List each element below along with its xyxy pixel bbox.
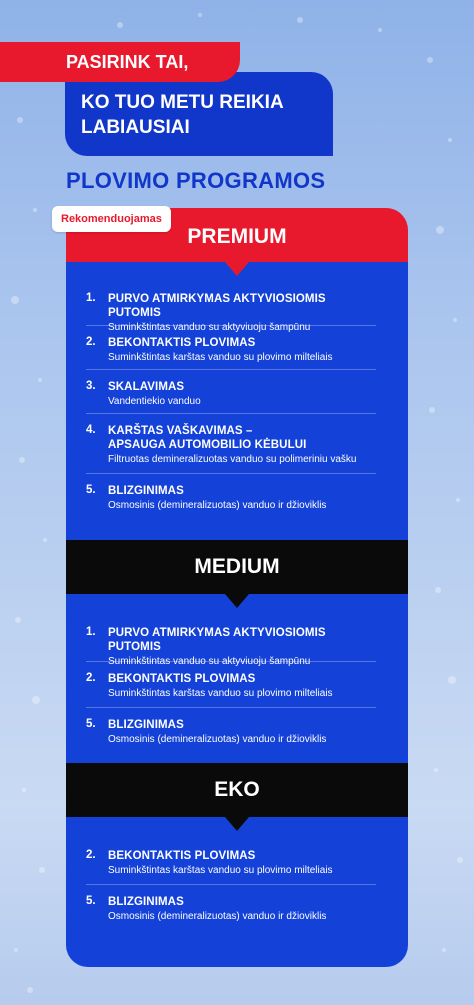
step-item xyxy=(86,414,376,474)
step-number: 2. xyxy=(86,336,96,348)
header-title-box xyxy=(0,42,240,82)
step-number: 2. xyxy=(86,849,96,861)
program-name: EKO xyxy=(214,778,260,801)
step-desc: Suminkštintas karštas vanduo su plovimo milteliais xyxy=(108,688,333,699)
step-number: 4. xyxy=(86,424,96,436)
step-desc: Osmosinis (demineralizuotas) vanduo ir džioviklis xyxy=(108,911,327,922)
step-title: BLIZGINIMAS xyxy=(108,896,184,908)
step-title-line-2: APSAUGA AUTOMOBILIO KĖBULUI xyxy=(108,439,307,451)
step-number: 1. xyxy=(86,292,96,304)
header-subtitle-box xyxy=(65,72,333,156)
step-desc: Suminkštintas karštas vanduo su plovimo milteliais xyxy=(108,352,333,363)
step-number: 3. xyxy=(86,380,96,392)
step-item xyxy=(86,885,376,931)
step-number: 5. xyxy=(86,718,96,730)
program-card-medium[interactable] xyxy=(66,540,408,784)
step-number: 5. xyxy=(86,484,96,496)
step-title: BLIZGINIMAS xyxy=(108,485,184,497)
section-title: PLOVIMO PROGRAMOS xyxy=(66,168,326,193)
program-steps xyxy=(66,262,408,560)
pointer-notch xyxy=(225,262,249,276)
recommended-badge: Rekomenduojamas xyxy=(52,206,171,232)
program-card-eko[interactable] xyxy=(66,763,408,967)
step-number: 5. xyxy=(86,895,96,907)
step-title: BLIZGINIMAS xyxy=(108,719,184,731)
step-title: PURVO ATMIRKYMAS AKTYVIOSIOMIS PUTOMIS xyxy=(108,627,326,653)
program-steps xyxy=(66,817,408,967)
step-title: PURVO ATMIRKYMAS AKTYVIOSIOMIS PUTOMIS xyxy=(108,293,326,319)
step-number: 1. xyxy=(86,626,96,638)
step-item xyxy=(86,474,376,518)
step-desc: Osmosinis (demineralizuotas) vanduo ir džioviklis xyxy=(108,500,327,511)
step-item xyxy=(86,616,376,667)
step-number: 2. xyxy=(86,672,96,684)
step-item xyxy=(86,370,376,414)
program-steps xyxy=(66,594,408,784)
program-header-medium xyxy=(66,540,408,594)
header-line-1: PASIRINK TAI, xyxy=(66,52,189,72)
step-title: SKALAVIMAS xyxy=(108,381,185,393)
step-title: BEKONTAKTIS PLOVIMAS xyxy=(108,337,256,349)
program-header-eko xyxy=(66,763,408,817)
program-name: MEDIUM xyxy=(194,555,280,578)
pointer-notch xyxy=(225,594,249,608)
step-title: KARŠTAS VAŠKAVIMAS – xyxy=(108,425,253,437)
header-line-3: LABIAUSIAI xyxy=(81,117,190,138)
step-item xyxy=(86,839,376,885)
step-title: BEKONTAKTIS PLOVIMAS xyxy=(108,850,256,862)
header-line-2: KO TUO METU REIKIA xyxy=(81,92,284,113)
step-desc: Suminkštintas karštas vanduo su plovimo milteliais xyxy=(108,865,333,876)
program-name: PREMIUM xyxy=(187,225,287,248)
step-desc: Osmosinis (demineralizuotas) vanduo ir džioviklis xyxy=(108,734,327,745)
step-title: BEKONTAKTIS PLOVIMAS xyxy=(108,673,256,685)
pointer-notch xyxy=(225,817,249,831)
step-item xyxy=(86,282,376,333)
step-desc: Vandentiekio vanduo xyxy=(108,396,201,407)
step-item xyxy=(86,708,376,754)
step-desc: Filtruotas demineralizuotas vanduo su polimeriniu vašku xyxy=(108,454,357,465)
step-desc: Suminkštintas vanduo su aktyviuoju šampūnu xyxy=(108,656,311,667)
step-desc: Suminkštintas vanduo su aktyviuoju šampūnu xyxy=(108,322,311,333)
program-card-premium[interactable] xyxy=(66,208,408,560)
